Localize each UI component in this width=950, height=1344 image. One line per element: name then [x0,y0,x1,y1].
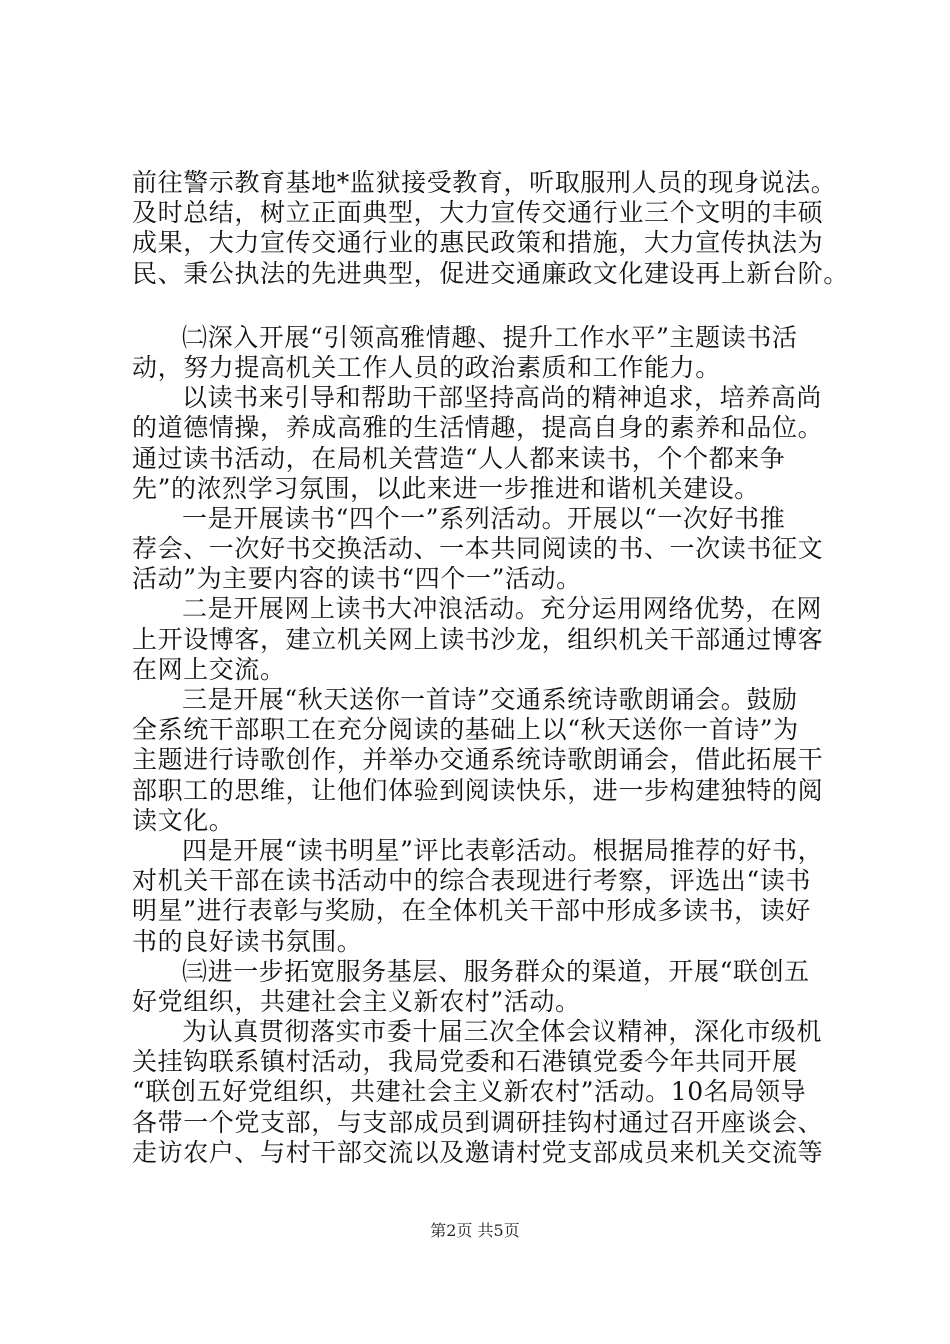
text-line: 对机关干部在读书活动中的综合表现进行考察，评选出“读书 [132,866,811,896]
text-line: 部职工的思维，让他们体验到阅读快乐，进一步构建独特的阅 [132,775,824,805]
text-line: 成果，大力宣传交通行业的惠民政策和措施，大力宣传执法为 [132,228,824,258]
text-line: 二是开展网上读书大冲浪活动。充分运用网络优势，在网 [182,594,823,624]
text-line: 明星”进行表彰与奖励，在全体机关干部中形成多读书，读好 [132,896,811,926]
text-line: 及时总结，树立正面典型，大力宣传交通行业三个文明的丰硕 [132,198,824,228]
text-line: 在网上交流。 [132,654,286,684]
text-line: 一是开展读书“四个一”系列活动。开展以“一次好书推 [182,503,786,533]
page-number-footer: 第2页 共5页 [430,1221,520,1240]
section-heading-line: ㈡深入开展“引领高雅情趣、提升工作水平”主题读书活 [182,322,798,352]
text-line: 的道德情操，养成高雅的生活情趣，提高自身的素养和品位。 [132,413,824,443]
text-line: 四是开展“读书明星”评比表彰活动。根据局推荐的好书， [182,835,824,865]
text-line: 好党组织，共建社会主义新农村”活动。 [132,986,581,1016]
text-line: 走访农户、与村干部交流以及邀请村党支部成员来机关交流等 [132,1137,824,1167]
text-line: “联创五好党组织，共建社会主义新农村”活动。10名局领导 [132,1077,807,1107]
text-line: 读文化。 [132,805,235,835]
text-line: 动，努力提高机关工作人员的政治素质和工作能力。 [132,352,721,382]
text-line: 民、秉公执法的先进典型，促进交通廉政文化建设再上新台阶。 [132,258,849,288]
document-body [132,168,849,1168]
text-line: 以读书来引导和帮助干部坚持高尚的精神追求，培养高尚 [182,383,823,413]
section-heading-line: ㈢进一步拓宽服务基层、服务群众的渠道，开展“联创五 [182,956,810,986]
text-line: 荐会、一次好书交换活动、一本共同阅读的书、一次读书征文 [132,534,824,564]
text-line: 关挂钩联系镇村活动，我局党委和石港镇党委今年共同开展 [132,1047,798,1077]
text-line: 通过读书活动，在局机关营造“人人都来读书，个个都来争 [132,443,786,473]
text-line: 为认真贯彻落实市委十届三次全体会议精神，深化市级机 [182,1017,823,1047]
text-line: 上开设博客，建立机关网上读书沙龙，组织机关干部通过博客 [132,624,824,654]
text-line: 各带一个党支部，与支部成员到调研挂钩村通过召开座谈会、 [132,1107,824,1137]
text-line: 前往警示教育基地*监狱接受教育，听取服刑人员的现身说法。 [132,168,837,197]
text-line: 全系统干部职工在充分阅读的基础上以“秋天送你一首诗”为 [132,715,799,745]
text-line: 先”的浓烈学习氛围，以此来进一步推进和谐机关建设。 [132,473,760,503]
text-line: 主题进行诗歌创作，并举办交通系统诗歌朗诵会，借此拓展干 [132,745,824,775]
text-line: 活动”为主要内容的读书“四个一”活动。 [132,564,582,594]
text-line: 书的良好读书氛围。 [132,926,363,956]
text-line: 三是开展“秋天送你一首诗”交通系统诗歌朗诵会。鼓励 [182,685,798,714]
paragraph-gap [132,289,832,323]
